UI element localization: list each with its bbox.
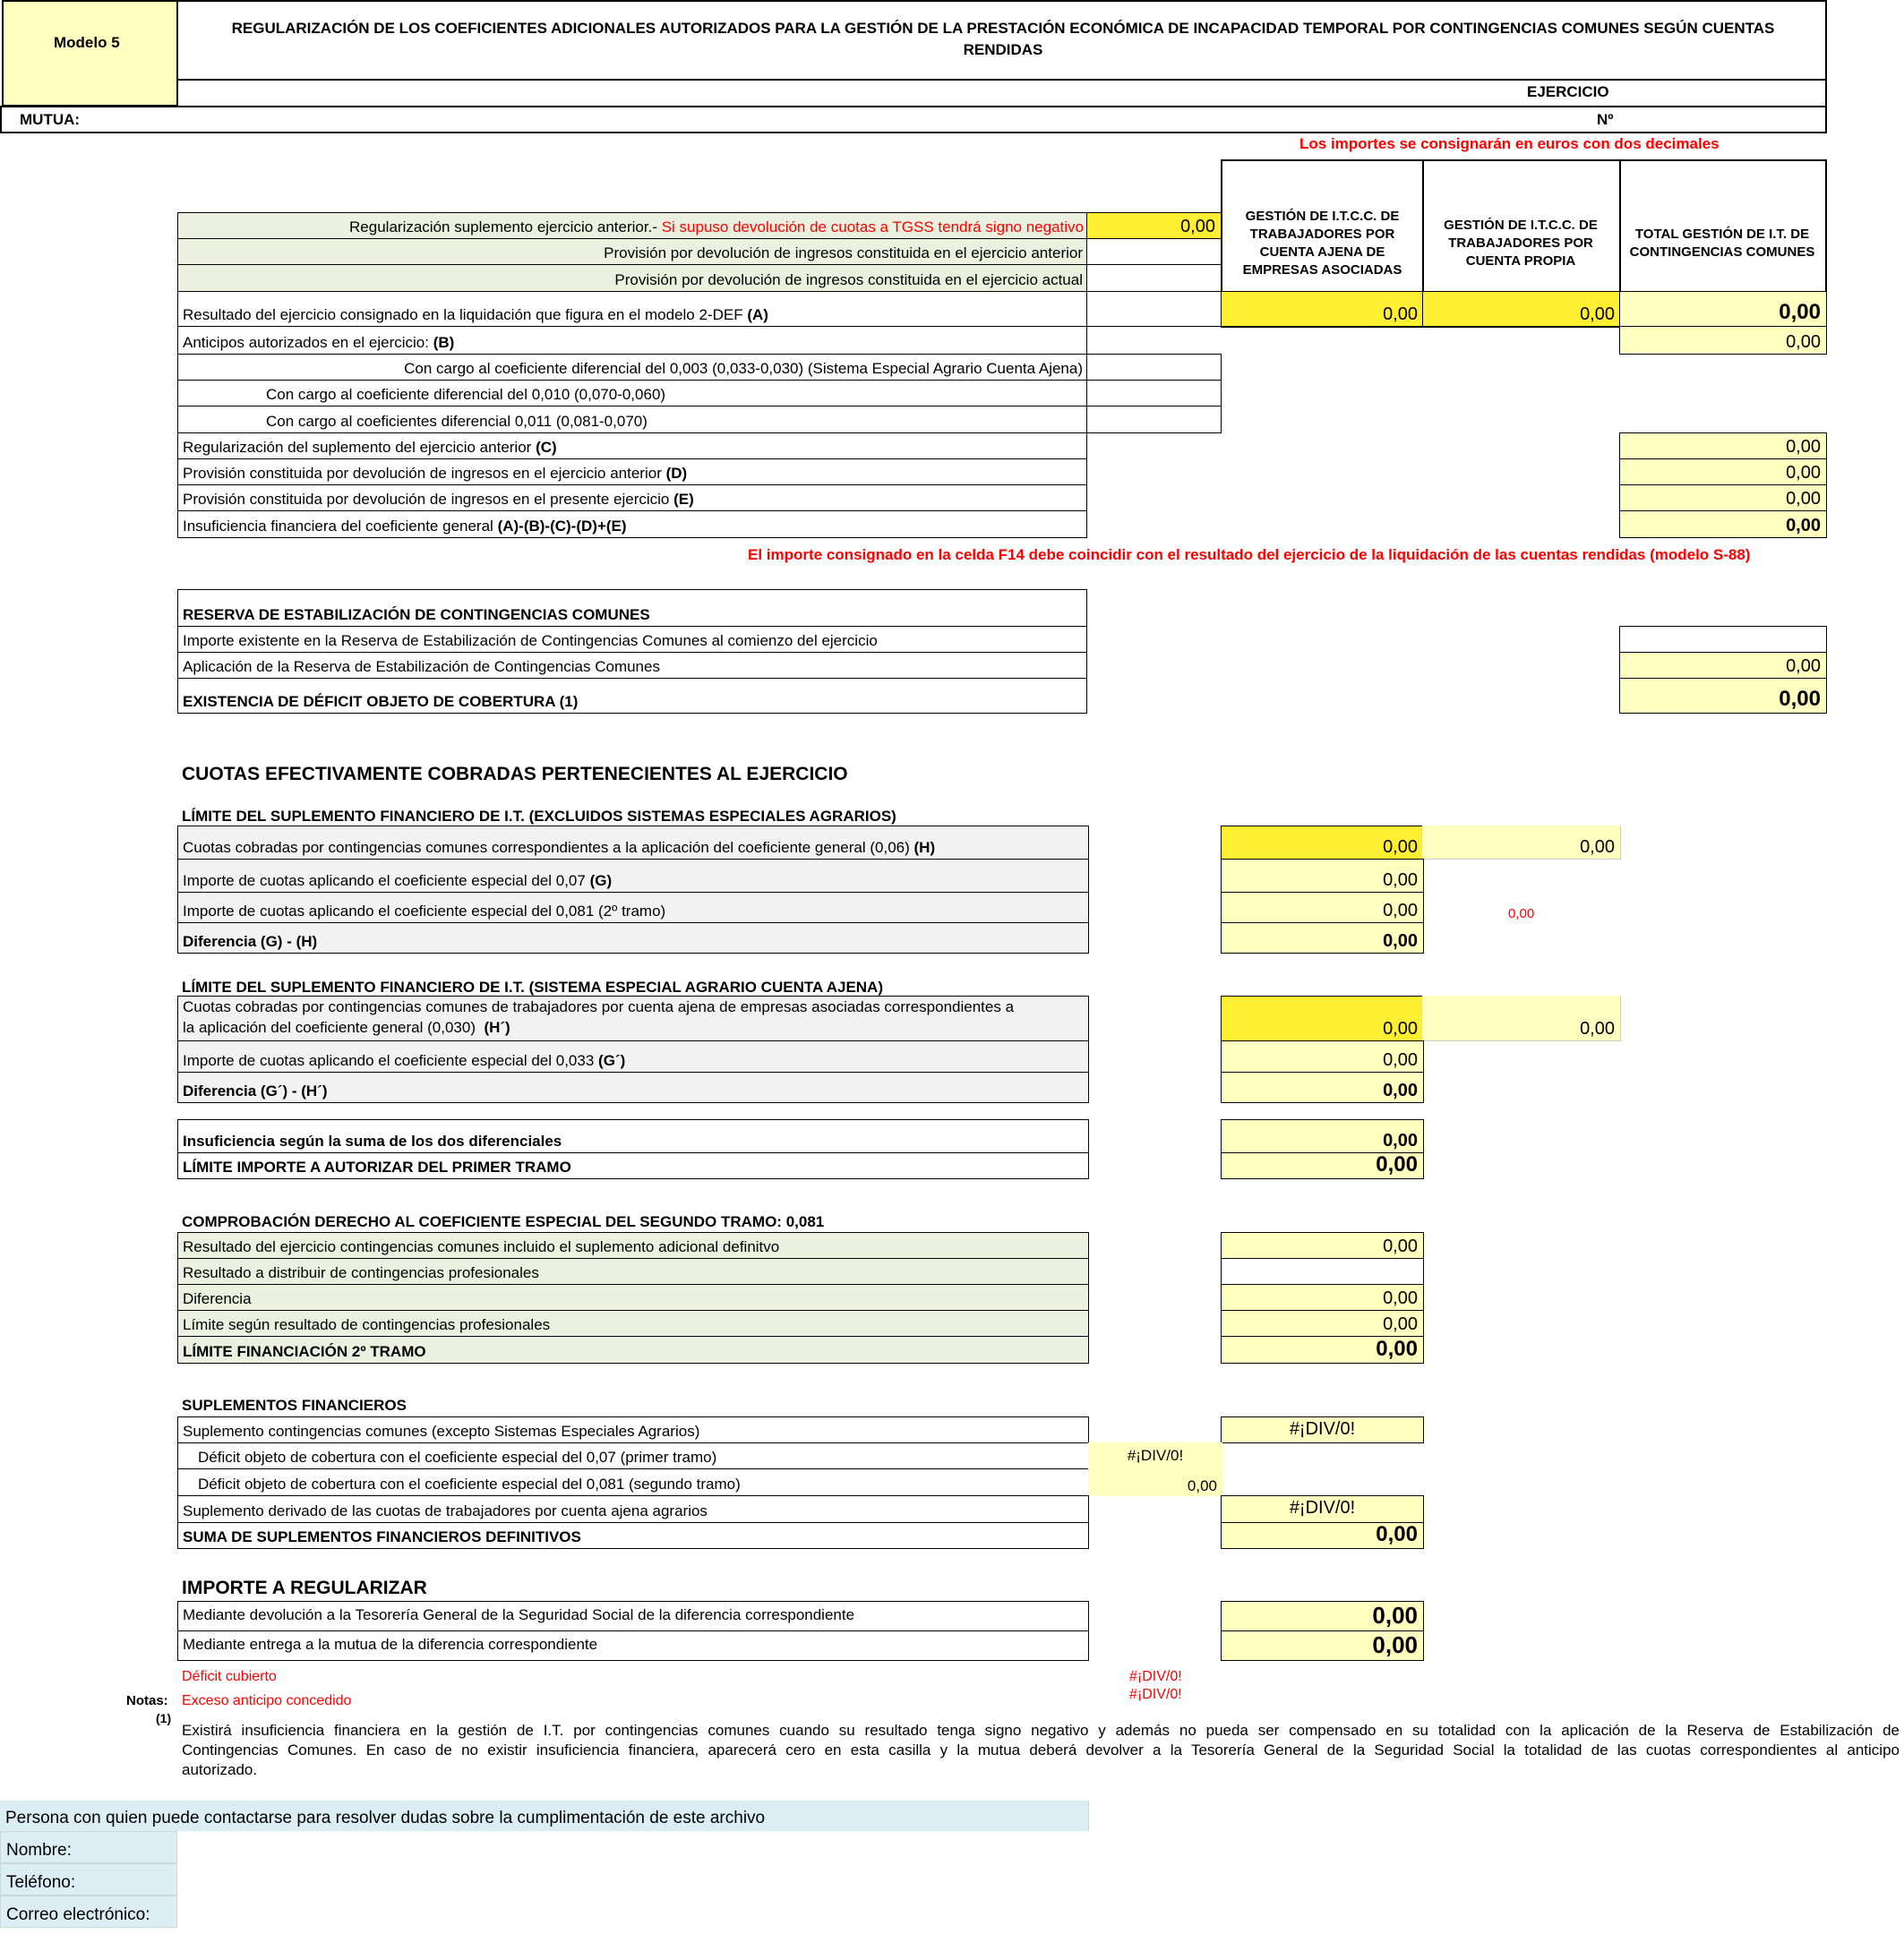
sup-s5-label: SUMA DE SUPLEMENTOS FINANCIEROS DEFINITIVOS — [177, 1522, 1089, 1549]
cuota-h-c1[interactable]: 0,00 — [1221, 826, 1424, 860]
page-title: REGULARIZACIÓN DE LOS COEFICIENTES ADICIONALES AUTORIZADOS PARA LA GESTIÓN DE LA PRESTACIÓN ECONÓMICA DE INCAPACIDAD TEMPORAL POR CONTINGENCIAS COMUNES SEGÚN CUENTAS RENDIDAS — [231, 20, 1775, 58]
prov-actual-label: Provisión por devolución de ingresos constituida en el ejercicio actual — [177, 264, 1087, 292]
modelo-cell — [2, 0, 178, 107]
comprob-r5-label: LÍMITE FINANCIACIÓN 2º TRAMO — [177, 1336, 1089, 1364]
exceso-label: Exceso anticipo concedido — [182, 1693, 352, 1708]
reg-c-label: Regularización del suplemento del ejercicio anterior (C) — [177, 432, 1087, 459]
diferencia-gp-label: Diferencia (G´) - (H´) — [177, 1072, 1089, 1103]
cuota-g-label: Importe de cuotas aplicando el coeficiente especial del 0,07 (G) — [177, 859, 1089, 893]
insuf-dif-c1: 0,00 — [1221, 1119, 1424, 1153]
sup-s1-value: #¡DIV/0! — [1221, 1416, 1424, 1443]
numero-label: Nº — [1597, 111, 1614, 128]
insuf-dif-label: Insuficiencia según la suma de los dos diferenciales — [177, 1119, 1089, 1153]
cuotas-title: CUOTAS EFECTIVAMENTE COBRADAS PERTENECIENTES AL EJERCICIO — [182, 764, 848, 784]
sup-s4-label: Suplemento derivado de las cuotas de trabajadores por cuenta ajena agrarios — [177, 1495, 1089, 1523]
col-header-cuenta-propia: GESTIÓN DE I.T.C.C. DE TRABAJADORES POR CUENTA PROPIA — [1422, 159, 1621, 328]
ejercicio-label: EJERCICIO — [1527, 83, 1609, 100]
importe-i1-value: 0,00 — [1221, 1601, 1424, 1631]
resultado-label: Resultado del ejercicio consignado en la liquidación que figura en el modelo 2-DEF (A) — [177, 291, 1087, 327]
importe-title: IMPORTE A REGULARIZAR — [182, 1578, 427, 1598]
nota-1-text: Existirá insuficiencia financiera en la gestión de I.T. por contingencias comunes cuando su resultado tenga signo negativo y además no pueda ser compensado en su totalidad con la aplicación de la Reserva de Estabilización de Contingencias Comunes. En caso de no existir insuficiencia financiera, aparecerá cero en esta casilla y la mutua deberá devolver a la Tesorería General de la Seguridad Social la totalidad de las cuotas correspondientes al anticipo autorizado. — [182, 1722, 1900, 1778]
sup-s1-label: Suplemento contingencias comunes (excepto Sistemas Especiales Agrarios) — [177, 1416, 1089, 1443]
importe-i2-label: Mediante entrega a la mutua de la diferencia correspondiente — [177, 1630, 1089, 1661]
contact-telefono-label: Teléfono: — [0, 1863, 177, 1895]
prov-anterior-value[interactable] — [1086, 238, 1222, 265]
notas-label: Notas: — [126, 1693, 168, 1708]
reg-suplemento-label: Regularización suplemento ejercicio anterior.- Si supuso devolución de cuotas a TGSS tendrá signo negativo — [177, 212, 1087, 239]
sup-s4-value: #¡DIV/0! — [1221, 1495, 1424, 1523]
cargo-0003-label: Con cargo al coeficiente diferencial del 0,003 (0,033-0,030) (Sistema Especial Agrario Cuenta Ajena) — [177, 354, 1087, 381]
comprob-r2-label: Resultado a distribuir de contingencias profesionales — [177, 1258, 1089, 1285]
notas-number: (1) — [156, 1711, 172, 1725]
f14-warning: El importe consignado en la celda F14 debe coincidir con el resultado del ejercicio de la liquidación de las cuentas rendidas (modelo S-88) — [748, 546, 1751, 563]
prov-e-label: Provisión constituida por devolución de ingresos en el presente ejercicio (E) — [177, 484, 1087, 511]
cuota-hp-label: Cuotas cobradas por contingencias comunes de trabajadores por cuenta ajena de empresas asociadas correspondientes a la aplicación del coeficiente general (0,030) (H´) — [177, 996, 1089, 1041]
prov-d-value: 0,00 — [1619, 458, 1827, 485]
sup-s3-label: Déficit objeto de cobertura con el coeficiente especial del 0,081 (segundo tramo) — [177, 1468, 1089, 1496]
contact-correo-field[interactable] — [177, 1895, 1089, 1928]
reserva-importe-label: Importe existente en la Reserva de Estabilización de Contingencias Comunes al comienzo del ejercicio — [177, 626, 1087, 653]
reserva-aplicacion-value: 0,00 — [1619, 652, 1827, 679]
importes-note: Los importes se consignarán en euros con dos decimales — [1299, 135, 1720, 152]
diferencia-gh-c1: 0,00 — [1221, 922, 1424, 954]
cuota-g2-c1: 0,00 — [1221, 892, 1424, 923]
deficit-value: 0,00 — [1619, 678, 1827, 714]
limite2-title: LÍMITE DEL SUPLEMENTO FINANCIERO DE I.T. (SISTEMA ESPECIAL AGRARIO CUENTA AJENA) — [182, 979, 883, 996]
deficit-label: EXISTENCIA DE DÉFICIT OBJETO DE COBERTURA (1) — [177, 678, 1087, 714]
mutua-row — [0, 106, 1827, 133]
resultado-total: 0,00 — [1619, 291, 1827, 327]
cuota-gp-label: Importe de cuotas aplicando el coeficiente especial del 0,033 (G´) — [177, 1040, 1089, 1073]
cargo-0011-label: Con cargo al coeficientes diferencial 0,011 (0,081-0,070) — [177, 406, 1087, 433]
comprobacion-title: COMPROBACIÓN DERECHO AL COEFICIENTE ESPECIAL DEL SEGUNDO TRAMO: 0,081 — [182, 1213, 825, 1230]
comprob-r4-label: Límite según resultado de contingencias profesionales — [177, 1310, 1089, 1337]
cuota-gp-c1: 0,00 — [1221, 1040, 1424, 1073]
prov-e-value: 0,00 — [1619, 484, 1827, 511]
diferencia-gh-label: Diferencia (G) - (H) — [177, 922, 1089, 954]
cuota-g2-label: Importe de cuotas aplicando el coeficiente especial del 0,081 (2º tramo) — [177, 892, 1089, 923]
deficit-cubierto-value: #¡DIV/0! — [1129, 1669, 1182, 1684]
limite-primer-tramo-c1: 0,00 — [1221, 1152, 1424, 1179]
importe-i1-label: Mediante devolución a la Tesorería General de la Seguridad Social de la diferencia correspondiente — [177, 1601, 1089, 1631]
comprob-r1-value: 0,00 — [1221, 1232, 1424, 1259]
comprob-r1-label: Resultado del ejercicio contingencias comunes incluido el suplemento adicional definitvo — [177, 1232, 1089, 1259]
prov-actual-value[interactable] — [1086, 264, 1222, 292]
sup-s2-value: #¡DIV/0! — [1088, 1442, 1222, 1469]
sup-s2-label: Déficit objeto de cobertura con el coeficiente especial del 0,07 (primer tramo) — [177, 1442, 1089, 1469]
comprob-r2-value[interactable] — [1221, 1258, 1424, 1285]
anticipos-total: 0,00 — [1619, 326, 1827, 355]
importe-i2-value: 0,00 — [1221, 1630, 1424, 1661]
cargo-0010-label: Con cargo al coeficiente diferencial del 0,010 (0,070-0,060) — [177, 380, 1087, 406]
comprob-r3-value: 0,00 — [1221, 1284, 1424, 1311]
contact-title: Persona con quien puede contactarse para resolver dudas sobre la cumplimentación de este archivo — [0, 1801, 1089, 1831]
cargo-0003-value[interactable] — [1086, 354, 1222, 381]
reg-suplemento-value[interactable]: 0,00 — [1086, 212, 1222, 239]
cuota-h-label: Cuotas cobradas por contingencias comunes correspondientes a la aplicación del coeficiente general (0,06) (H) — [177, 826, 1089, 860]
insuficiencia-value: 0,00 — [1619, 510, 1827, 538]
modelo-label: Modelo 5 — [54, 34, 120, 51]
cuota-g2-red: 0,00 — [1508, 906, 1535, 921]
contact-nombre-label: Nombre: — [0, 1831, 177, 1863]
limite1-title: LÍMITE DEL SUPLEMENTO FINANCIERO DE I.T. (EXCLUIDOS SISTEMAS ESPECIALES AGRARIOS) — [182, 808, 896, 825]
cuota-g-c1: 0,00 — [1221, 859, 1424, 893]
resultado-cuenta-propia[interactable]: 0,00 — [1422, 291, 1621, 327]
reserva-importe-value[interactable] — [1619, 626, 1827, 653]
col-header-cuenta-ajena: GESTIÓN DE I.T.C.C. DE TRABAJADORES POR CUENTA AJENA DE EMPRESAS ASOCIADAS — [1221, 159, 1424, 328]
sup-s3-value: 0,00 — [1088, 1468, 1222, 1496]
suplementos-title: SUPLEMENTOS FINANCIEROS — [182, 1397, 407, 1414]
diferencia-gp-c1: 0,00 — [1221, 1072, 1424, 1103]
col-header-total: TOTAL GESTIÓN DE I.T. DE CONTINGENCIAS COMUNES — [1619, 159, 1827, 328]
cuota-hp-c2[interactable]: 0,00 — [1422, 996, 1621, 1041]
cuota-hp-c1[interactable]: 0,00 — [1221, 996, 1424, 1041]
reserva-aplicacion-label: Aplicación de la Reserva de Estabilización de Contingencias Comunes — [177, 652, 1087, 679]
anticipos-label: Anticipos autorizados en el ejercicio: (B) — [177, 326, 1087, 355]
cuota-h-c2[interactable]: 0,00 — [1422, 826, 1621, 860]
comprob-r4-value: 0,00 — [1221, 1310, 1424, 1337]
deficit-cubierto-label: Déficit cubierto — [182, 1669, 277, 1684]
contact-nombre-field[interactable] — [177, 1831, 1089, 1863]
reg-c-value: 0,00 — [1619, 432, 1827, 459]
comprob-r3-label: Diferencia — [177, 1284, 1089, 1311]
limite-primer-tramo-label: LÍMITE IMPORTE A AUTORIZAR DEL PRIMER TRAMO — [177, 1152, 1089, 1179]
exceso-value: #¡DIV/0! — [1129, 1687, 1182, 1702]
contact-correo-label: Correo electrónico: — [0, 1895, 177, 1928]
prov-anterior-label: Provisión por devolución de ingresos constituida en el ejercicio anterior — [177, 238, 1087, 265]
cargo-0010-value[interactable] — [1086, 380, 1222, 406]
comprob-r5-value: 0,00 — [1221, 1336, 1424, 1364]
resultado-cuenta-ajena[interactable]: 0,00 — [1221, 291, 1424, 327]
sup-s5-value: 0,00 — [1221, 1522, 1424, 1549]
insuficiencia-label: Insuficiencia financiera del coeficiente general (A)-(B)-(C)-(D)+(E) — [177, 510, 1087, 538]
prov-d-label: Provisión constituida por devolución de ingresos en el ejercicio anterior (D) — [177, 458, 1087, 485]
resultado-gap — [1086, 291, 1222, 327]
reserva-title: RESERVA DE ESTABILIZACIÓN DE CONTINGENCIAS COMUNES — [177, 589, 1087, 627]
contact-telefono-field[interactable] — [177, 1863, 1089, 1895]
cargo-0011-value[interactable] — [1086, 406, 1222, 433]
mutua-label: MUTUA: — [20, 111, 81, 128]
